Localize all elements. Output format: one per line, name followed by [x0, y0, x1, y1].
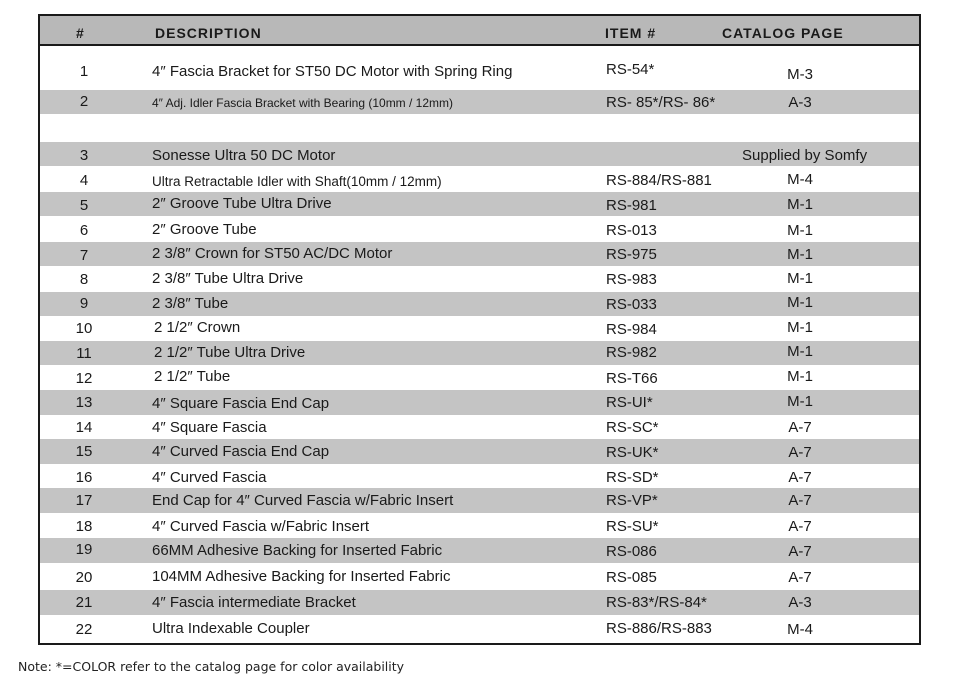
- row-description: End Cap for 4″ Curved Fascia w/Fabric Insert: [152, 492, 454, 509]
- row-item: RS-T66: [606, 370, 658, 387]
- row-description: 2 1/2″ Tube: [154, 368, 231, 385]
- row-description: Ultra Retractable Idler with Shaft(10mm / 12mm): [152, 174, 442, 189]
- row-number: 8: [79, 271, 89, 288]
- row-description: 104MM Adhesive Backing for Inserted Fabric: [152, 568, 451, 585]
- row-description: 4″ Fascia intermediate Bracket: [152, 594, 356, 611]
- row-number: 15: [75, 443, 93, 460]
- row-item: RS-033: [606, 296, 657, 313]
- row-number: 12: [75, 370, 93, 387]
- row-number: 17: [75, 492, 93, 509]
- table-header: [40, 16, 919, 46]
- row-page: M-1: [787, 196, 813, 213]
- row-number: 2: [79, 93, 89, 110]
- row-item: RS-983: [606, 271, 657, 288]
- row-item: RS-982: [606, 344, 657, 361]
- row-item: RS-981: [606, 197, 657, 214]
- row-description: 4″ Curved Fascia End Cap: [152, 443, 330, 460]
- row-description: Ultra Indexable Coupler: [152, 620, 310, 637]
- table-row: [40, 488, 919, 513]
- header-catalog-page: CATALOG PAGE: [722, 25, 844, 41]
- row-item: RS-UI*: [606, 394, 653, 411]
- row-number: 21: [75, 594, 93, 611]
- row-number: 19: [75, 541, 93, 558]
- row-item: RS-086: [606, 543, 657, 560]
- row-description: 2 1/2″ Tube Ultra Drive: [154, 344, 306, 361]
- row-number: 5: [79, 197, 89, 214]
- table-row: [40, 563, 919, 589]
- row-item: RS-085: [606, 569, 657, 586]
- row-number: 10: [75, 320, 93, 337]
- row-page: M-1: [787, 393, 813, 410]
- table-row: [40, 317, 919, 341]
- table-row: [40, 390, 919, 415]
- row-number: 16: [75, 469, 93, 486]
- row-description: 2″ Groove Tube Ultra Drive: [152, 195, 332, 212]
- row-item: RS-SC*: [606, 419, 659, 436]
- table-row: [40, 366, 919, 390]
- table-row: [40, 217, 919, 241]
- row-page: M-1: [787, 294, 813, 311]
- row-page: A-7: [788, 518, 812, 535]
- row-page: A-7: [788, 469, 812, 486]
- table-row: [40, 167, 919, 191]
- row-description: 4″ Fascia Bracket for ST50 DC Motor with Spring Ring: [152, 63, 513, 80]
- row-description: 4″ Square Fascia: [152, 419, 267, 436]
- row-page: M-1: [787, 343, 813, 360]
- table-row: [40, 513, 919, 538]
- row-description: 2 3/8″ Tube Ultra Drive: [152, 270, 304, 287]
- header-description: DESCRIPTION: [155, 25, 262, 41]
- row-item: RS-SU*: [606, 518, 659, 535]
- row-page: M-4: [787, 171, 813, 188]
- row-page: M-1: [787, 368, 813, 385]
- row-item: RS-884/RS-881: [606, 172, 712, 189]
- table-row: [40, 415, 919, 439]
- row-page: Supplied by Somfy: [742, 147, 868, 164]
- row-item: RS-SD*: [606, 469, 659, 486]
- row-number: 6: [79, 222, 89, 239]
- table-row: [40, 53, 919, 89]
- row-description: 4″ Curved Fascia: [152, 469, 267, 486]
- row-item: RS-013: [606, 222, 657, 239]
- row-item: RS- 85*/RS- 86*: [606, 94, 716, 111]
- row-description: 4″ Curved Fascia w/Fabric Insert: [152, 518, 370, 535]
- row-description: 66MM Adhesive Backing for Inserted Fabric: [152, 542, 443, 559]
- row-page: A-7: [788, 492, 812, 509]
- row-item: RS-54*: [606, 61, 655, 78]
- table-row: [40, 142, 919, 166]
- footnote: Note: *=COLOR refer to the catalog page for color availability: [18, 659, 405, 674]
- row-description: 2 1/2″ Crown: [154, 319, 241, 336]
- row-number: 9: [79, 295, 89, 312]
- row-number: 11: [76, 345, 92, 362]
- table-row: [40, 590, 919, 615]
- row-item: RS-UK*: [606, 444, 659, 461]
- table-row: [40, 538, 919, 563]
- header-num: #: [76, 25, 85, 41]
- row-page: M-1: [787, 222, 813, 239]
- row-number: 20: [75, 569, 93, 586]
- row-page: A-7: [788, 444, 812, 461]
- row-page: M-1: [787, 246, 813, 263]
- row-item: RS-984: [606, 321, 657, 338]
- parts-table: [38, 14, 921, 645]
- table-row: [40, 242, 919, 266]
- table-row: [40, 267, 919, 291]
- row-page: A-7: [788, 419, 812, 436]
- row-page: M-1: [787, 319, 813, 336]
- table-row: [40, 292, 919, 316]
- row-page: M-3: [787, 66, 813, 83]
- row-page: M-1: [787, 270, 813, 287]
- row-description: 2″ Groove Tube: [152, 221, 257, 238]
- row-number: 22: [75, 621, 93, 638]
- row-number: 18: [75, 518, 93, 535]
- row-number: 14: [75, 419, 93, 436]
- table-row: [40, 192, 919, 216]
- row-item: RS-VP*: [606, 492, 658, 509]
- row-number: 3: [79, 147, 89, 164]
- row-number: 1: [79, 63, 89, 80]
- table-row: [40, 464, 919, 488]
- row-description: 4″ Square Fascia End Cap: [152, 395, 330, 412]
- table-row: [40, 439, 919, 464]
- row-description: Sonesse Ultra 50 DC Motor: [152, 147, 336, 164]
- row-page: A-7: [788, 569, 812, 586]
- row-description: 2 3/8″ Tube: [152, 295, 229, 312]
- header-item: ITEM #: [605, 25, 657, 41]
- row-page: M-4: [787, 621, 813, 638]
- row-item: RS-886/RS-883: [606, 620, 712, 637]
- row-description: 4″ Adj. Idler Fascia Bracket with Bearing (10mm / 12mm): [152, 96, 454, 110]
- row-description: 2 3/8″ Crown for ST50 AC/DC Motor: [152, 245, 393, 262]
- row-page: A-7: [788, 543, 812, 560]
- row-number: 4: [79, 172, 89, 189]
- row-item: RS-83*/RS-84*: [606, 594, 707, 611]
- table-row: [40, 90, 919, 114]
- row-number: 13: [75, 394, 93, 411]
- row-number: 7: [79, 247, 89, 264]
- row-item: RS-975: [606, 246, 657, 263]
- table-row: [40, 615, 919, 643]
- row-page: A-3: [788, 94, 812, 111]
- table-row: [40, 341, 919, 365]
- row-page: A-3: [788, 594, 812, 611]
